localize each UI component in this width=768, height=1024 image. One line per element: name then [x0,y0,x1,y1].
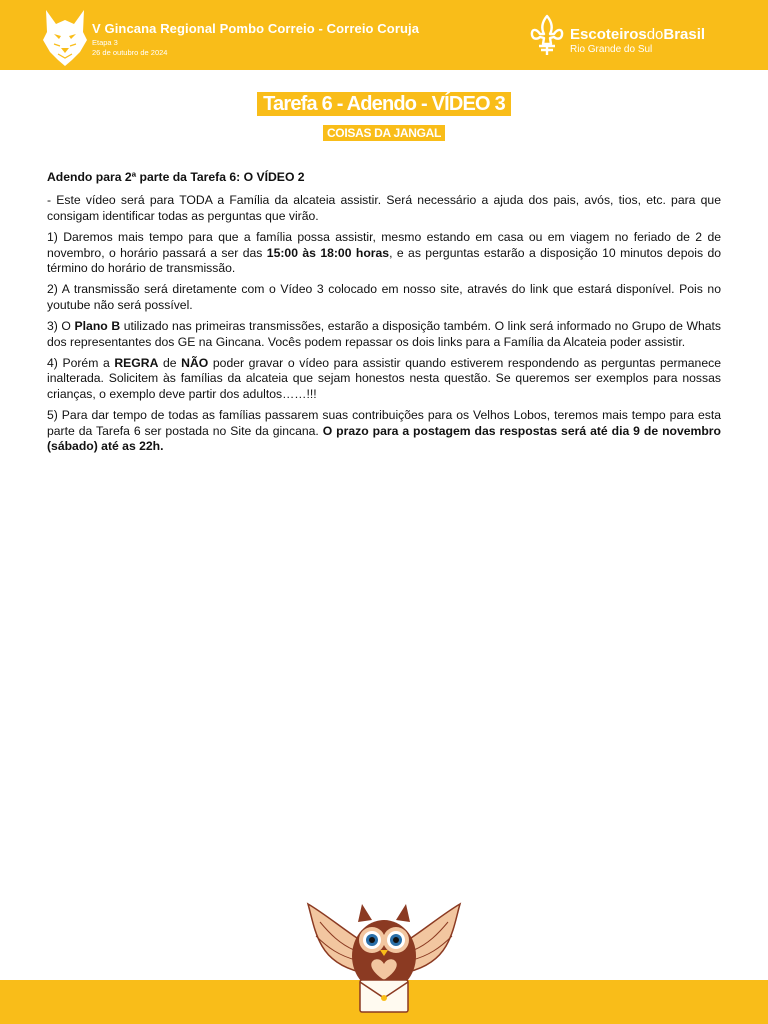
paragraph-4: 4) Porém a REGRA de NÃO poder gravar o vídeo para assistir quando estiverem respondendo as perguntas permanece inalterada. Solicitem às famílias da alcateia que sejam honestos nesta questão. Se queremos ser exemplos para nossas crianças, o exemplo deve partir dos adultos……!!! [47,356,721,401]
document-body [47,170,721,461]
paragraph-5: 5) Para dar tempo de todas as famílias passarem suas contribuições para os Velhos Lobos, teremos mais tempo para esta parte da Tarefa 6 ser postada no Site da gincana. O prazo para a postagem das respostas será até dia 9 de novembro (sábado) até as 22h. [47,408,721,454]
brand-name: EscoteirosdoBrasil [570,26,706,43]
paragraph-1: 1) Daremos mais tempo para que a família possa assistir, mesmo estando em casa ou em viagem no feriado de 2 de novembro, o horário passará a ser das 15:00 às 18:00 horas, e as perguntas estarão a disposição 10 minutos depois do término do horário de transmissão. [47,230,721,276]
owl-mascot-icon [302,898,466,1016]
brand-region: Rio Grande do Sul [570,44,653,55]
wolf-logo-icon [42,8,88,68]
page-header [0,0,768,70]
page-title: Tarefa 6 - Adendo - VÍDEO 3 [257,92,511,116]
section-heading: Adendo para 2ª parte da Tarefa 6: O VÍDEO 2 [47,170,305,184]
event-stage: Etapa 3 [92,38,118,47]
paragraph-3: 3) O Plano B utilizado nas primeiras transmissões, estarão a disposição também. O link será informado no Grupo de Whats dos representantes dos GE na Gincana. Vocês podem repassar os dois links para a Família da Alcateia poder assistir. [47,319,722,349]
event-date: 26 de outubro de 2024 [92,48,168,57]
envelope-icon [360,980,408,1012]
page-subtitle: COISAS DA JANGAL [323,125,445,141]
paragraph-intro: - Este vídeo será para TODA a Família da alcateia assistir. Será necessário a ajuda dos pais, avós, tios, etc. para que consigam identificar todas as perguntas que virão. [47,193,721,223]
event-title: V Gincana Regional Pombo Correio - Correio Coruja [92,21,420,36]
paragraph-2: 2) A transmissão será diretamente com o Vídeo 3 colocado em nosso site, através do link que estará disponível. Pois no youtube não será possível. [47,282,721,312]
header-text [92,21,419,57]
fleur-de-lis-icon [530,14,564,56]
